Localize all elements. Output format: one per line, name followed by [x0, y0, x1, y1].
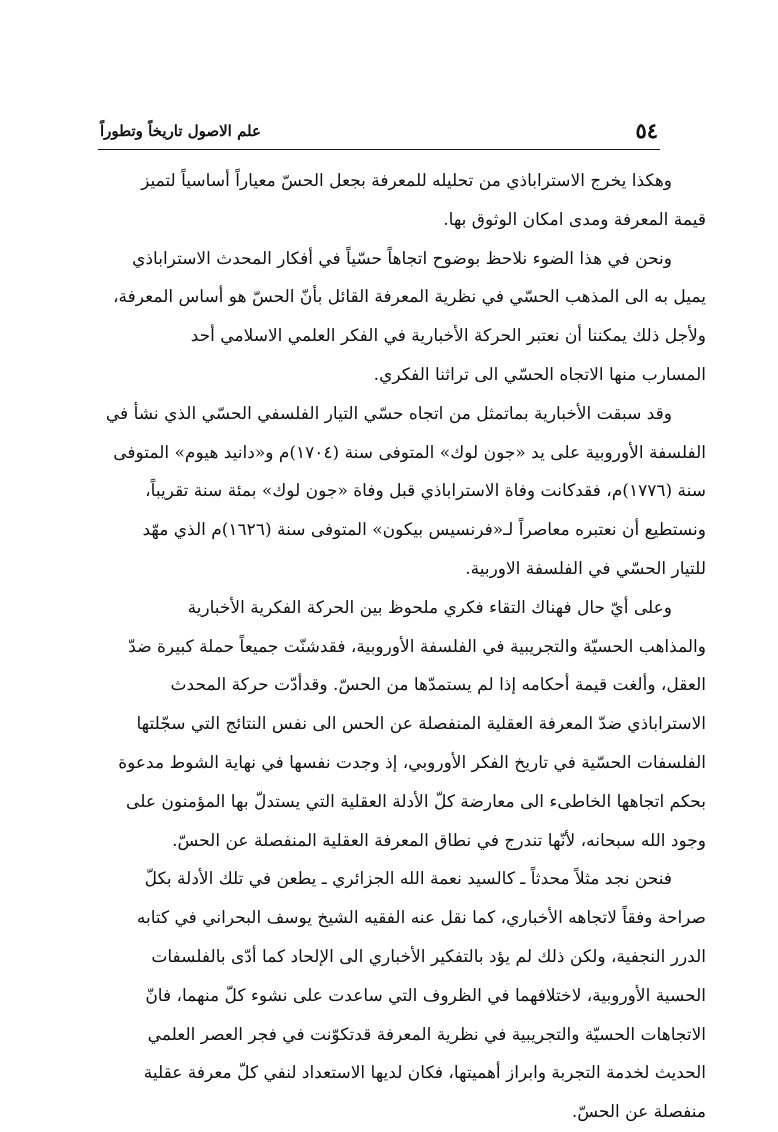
text-line: الحسية الأوروبية، لاختلافهما في الظروف التي ساعدت على نشوء كلّ منهما، فانّ: [145, 985, 706, 1006]
text-line: والمذاهب الحسيّة والتجريبية في الفلسفة الأوروبية، فقدشنّت جميعاً حملة كبيرة ضدّ: [128, 636, 706, 657]
text-line: وعلى أيّ حال فهناك التقاء فكري ملحوظ بين الحركة الفكرية الأخبارية: [187, 597, 672, 618]
paragraph: [98, 162, 706, 240]
paragraph: [98, 240, 706, 395]
paragraph: [98, 860, 706, 1132]
page-number: ٥٤: [635, 118, 658, 143]
text-line: وقد سبقت الأخبارية بماتمثل من اتجاه حسّي التيار الفلسفي الحسّي الذي نشأ في: [105, 403, 672, 424]
text-line: الفلسفة الأوروبية على يد «جون لوك» المتوفى سنة (١٧٠٤)م و«دانيد هيوم» المتوفى: [113, 442, 706, 463]
text-line: بحكم اتجاهها الخاطىء الى معارضة كلّ الأدلة العقلية التي يستدلّ بها المؤمنون على: [126, 791, 706, 812]
text-line: الدرر النجفية، ولكن ذلك لم يؤد بالتفكير الأخباري الى الإلحاد كما أدّى بالفلسفات: [151, 946, 706, 967]
running-title: علم الاصول تاريخاً وتطوراً: [100, 122, 261, 140]
text-line: صراحة وفقاً لاتجاهه الأخباري، كما نقل عنه الفقيه الشيخ يوسف البحراني في كتابه: [136, 908, 706, 929]
text-line: للتيار الحسّي في الفلسفة الاوربية.: [465, 558, 706, 579]
text-line: ولأجل ذلك يمكننا أن نعتبر الحركة الأخبارية في الفكر العلمي الاسلامي أحد: [190, 326, 706, 347]
text-line: فنحن نجد مثلاً محدثاً ـ كالسيد نعمة الله الجزائري ـ يطعن في تلك الأدلة بكلّ: [144, 869, 672, 890]
text-line: سنة (١٧٧٦)م، فقدكانت وفاة الاستراباذي قبل وفاة «جون لوك» بمئة سنة تقريباً،: [145, 481, 706, 502]
text-line: وجود الله سبحانه، لأنّها تندرج في نطاق المعرفة العقلية المنفصلة عن الحسّ.: [172, 830, 706, 851]
text-line: العقل، وألغت قيمة أحكامه إذا لم يستمدّها من الحسّ. وقدأدّت حركة المحدث: [170, 675, 706, 696]
page-header: [98, 114, 660, 146]
text-line: منفصلة عن الحسّ.: [571, 1102, 706, 1123]
paragraph: [98, 395, 706, 589]
text-line: وهكذا يخرج الاستراباذي من تحليله للمعرفة بجعل الحسّ معياراً أساسياً لتميز: [141, 171, 672, 191]
text-line: الحديث لخدمة التجربة وابراز أهميتها، فكان لديها الاستعداد لنفي كلّ معرفة عقلية: [143, 1063, 706, 1084]
text-line: ونستطيع أن نعتبره معاصراً لـ«فرنسيس بيكون» المتوفى سنة (١٦٢٦)م الذي مهّد: [142, 520, 706, 541]
header-divider: [98, 149, 660, 150]
text-line: المسارب منها الاتجاه الحسّي الى تراثنا الفكري.: [373, 364, 706, 385]
text-line: الاتجاهات الحسيّة والتجريبية في نظرية المعرفة قدتكوّنت في فجر العصر العلمي: [147, 1024, 706, 1045]
text-line: يميل به الى المذهب الحسّي في نظرية المعرفة القائل بأنّ الحسّ هو أساس المعرفة،: [113, 287, 706, 308]
text-line: ونحن في هذا الضوء نلاحظ بوضوح اتجاهاً حسّياً في أفكار المحدث الاستراباذي: [132, 248, 672, 269]
body-text: [98, 162, 706, 1132]
text-line: الاستراباذي ضدّ المعرفة العقلية المنفصلة عن الحس الى نفس النتائج التي سجّلتها: [136, 714, 706, 735]
text-line: الفلسفات الحسّية في تاريخ الفكر الأوروبي، إذ وجدت نفسها في نهاية الشوط مدعوة: [118, 752, 706, 773]
paragraph: [98, 589, 706, 861]
text-line: قيمة المعرفة ومدى امكان الوثوق بها.: [443, 209, 706, 230]
